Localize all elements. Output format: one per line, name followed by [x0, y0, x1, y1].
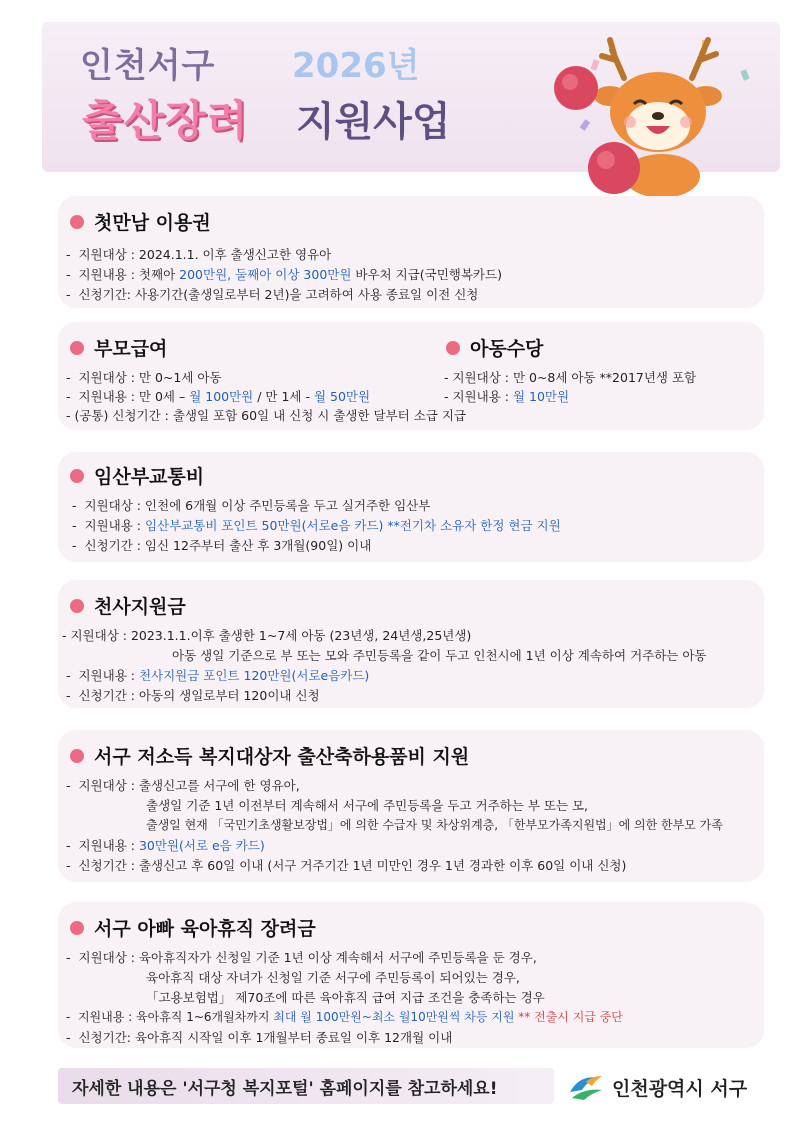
- deer-mascot-illustration: [552, 30, 762, 200]
- angel-fund-target: - 지원대상 : 2023.1.1.이후 출생한 1~7세 아동 (23년생, 24년생,25년생): [62, 628, 472, 643]
- child-allowance-content: - 지원내용 : 월 10만원: [444, 389, 570, 404]
- section-title-birth-gift: 서구 저소득 복지대상자 출산축하용품비 지원: [70, 742, 469, 769]
- header-region: 인천서구: [80, 46, 216, 86]
- parent-allowance-target: - 지원대상 : 만 0~1세 아동: [66, 370, 222, 385]
- header-year: 2026년: [292, 46, 420, 86]
- bullet-dot-icon: [70, 749, 84, 763]
- pregnant-transport-target: - 지원대상 : 인천에 6개월 이상 주민등록을 두고 실거주한 임산부: [72, 498, 431, 513]
- header-title-main: 출산장려: [82, 96, 249, 145]
- section-title-first-meeting: 첫만남 이용권: [70, 208, 211, 235]
- angel-fund-period: - 신청기간 : 아동의 생일로부터 120이내 신청: [66, 688, 320, 703]
- dad-leave-target-detail-1: 육아휴직 대상 자녀가 신청일 기준 서구에 주민등록이 되어있는 경우,: [146, 970, 520, 985]
- dad-leave-target: - 지원대상 : 육아휴직자가 신청일 기준 1년 이상 계속해서 서구에 주민등록을 둔 경우,: [66, 950, 537, 965]
- parent-allowance-period: - (공통) 신청기간 : 출생일 포함 60일 내 신청 시 출생한 달부터 소급 지급: [66, 408, 466, 423]
- section-title-dad-leave: 서구 아빠 육아휴직 장려금: [70, 914, 316, 941]
- parent-allowance-content: - 지원내용 : 만 0세 – 월 100만원 / 만 1세 - 월 50만원: [66, 389, 371, 404]
- bullet-dot-icon: [70, 341, 84, 355]
- child-allowance-target: - 지원대상 : 만 0~8세 아동 **2017년생 포함: [444, 370, 697, 385]
- birth-gift-content: - 지원내용 : 30만원(서로 e음 카드): [66, 838, 265, 853]
- first-meeting-period: - 신청기간: 사용기간(출생일로부터 2년)을 고려하여 사용 종료일 이전 신청: [66, 287, 479, 302]
- birth-gift-target: - 지원대상 : 출생신고를 서구에 한 영유아,: [66, 778, 300, 793]
- angel-fund-content: - 지원내용 : 천사지원금 포인트 120만원(서로e음카드): [66, 668, 370, 683]
- bullet-dot-icon: [70, 921, 84, 935]
- dad-leave-target-detail-2: 「고용보험법」 제70조에 따른 육아휴직 급여 지급 조건을 충족하는 경우: [146, 990, 545, 1005]
- first-meeting-target: - 지원대상 : 2024.1.1. 이후 출생신고한 영유아: [66, 247, 332, 262]
- bullet-dot-icon: [70, 469, 84, 483]
- bullet-dot-icon: [70, 215, 84, 229]
- org-name: 인천광역시 서구: [612, 1078, 748, 1100]
- header-title-sub: 지원사업: [296, 99, 451, 145]
- first-meeting-content: - 지원내용 : 첫째아 200만원, 둘째아 이상 300만원 바우처 지급(국민행복카드): [66, 267, 502, 282]
- bullet-dot-icon: [70, 599, 84, 613]
- bullet-dot-icon: [446, 341, 460, 355]
- section-title-parent-allowance: 부모급여: [70, 334, 167, 361]
- dad-leave-period: - 신청기간: 육아휴직 시작일 이후 1개월부터 종료일 이후 12개월 이내: [66, 1030, 453, 1045]
- pregnant-transport-content: - 지원내용 : 임산부교통비 포인트 50만원(서로e음 카드) **전기차 소유자 한정 현금 지원: [72, 518, 561, 533]
- section-title-angel-fund: 천사지원금: [70, 592, 186, 619]
- section-title-pregnant-transport: 임산부교통비: [70, 462, 204, 489]
- section-title-child-allowance: 아동수당: [446, 334, 543, 361]
- dad-leave-content: - 지원내용 : 육아휴직 1~6개월차까지 최대 월 100만원~최소 월10만원씩 차등 지원 ** 전출시 지급 중단: [66, 1010, 623, 1024]
- pregnant-transport-period: - 신청기간 : 임신 12주부터 출산 후 3개월(90일) 이내: [72, 538, 372, 553]
- angel-fund-target-detail: 아동 생일 기준으로 부 또는 모와 주민등록을 같이 두고 인천시에 1년 이상 계속하여 거주하는 아동: [172, 648, 707, 663]
- incheon-seogu-logo-icon: [566, 1068, 606, 1104]
- birth-gift-period: - 신청기간 : 출생신고 후 60일 이내 (서구 거주기간 1년 미만인 경우 1년 경과한 이후 60일 이내 신청): [66, 858, 627, 873]
- birth-gift-target-detail-2: 출생일 현재 「국민기초생활보장법」에 의한 수급자 및 차상위계층, 「한부모가족지원법」에 의한 한부모 가족: [146, 818, 723, 832]
- birth-gift-target-detail-1: 출생일 기준 1년 이전부터 계속해서 서구에 주민등록을 두고 거주하는 부 또는 모,: [146, 798, 589, 813]
- footer-notice-text: 자세한 내용은 '서구청 복지포털' 홈페이지를 참고하세요!: [72, 1079, 498, 1099]
